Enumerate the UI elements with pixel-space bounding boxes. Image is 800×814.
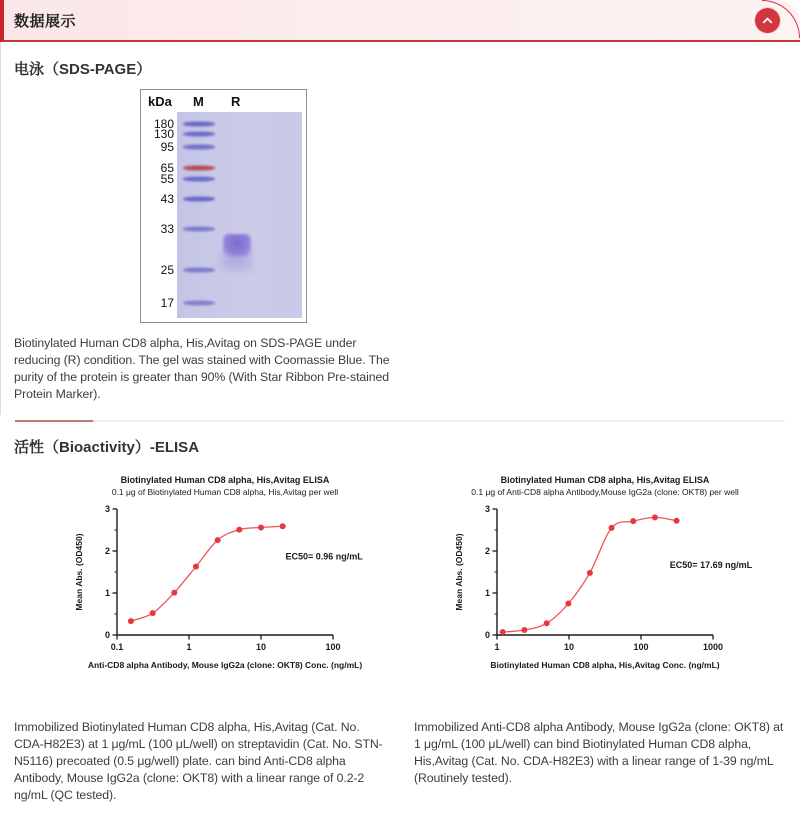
gel-kda-label: 25 [160, 262, 174, 277]
svg-text:0.1 μg of Biotinylated Human C: 0.1 μg of Biotinylated Human CD8 alpha, His,Avitag per well [111, 487, 339, 497]
gel-marker-band [183, 122, 215, 127]
gel-kda-label: 130 [153, 127, 174, 142]
gel-marker-band [183, 132, 215, 137]
svg-text:EC50= 0.96 ng/mL: EC50= 0.96 ng/mL [285, 551, 363, 562]
svg-text:10: 10 [563, 642, 575, 652]
svg-text:0: 0 [484, 630, 490, 640]
sds-page-section-title: 电泳（SDS-PAGE） [14, 61, 152, 78]
panel-title: 数据展示 [14, 12, 77, 30]
gel-kda-label: 33 [160, 221, 174, 236]
gel-marker-band [183, 177, 215, 182]
svg-text:2: 2 [484, 546, 490, 556]
svg-text:1: 1 [104, 588, 110, 598]
svg-text:1: 1 [186, 642, 192, 652]
gel-kda-label: 180 [153, 117, 174, 132]
gel-lane-r-label: R [231, 94, 241, 109]
gel-lane-m-label: M [193, 94, 204, 109]
svg-text:3: 3 [484, 504, 490, 514]
svg-text:0.1: 0.1 [110, 642, 124, 652]
elisa-charts-row [14, 469, 786, 709]
gel-body [143, 112, 304, 318]
gel-marker-band [183, 267, 215, 272]
gel-kda-label: 43 [160, 192, 174, 207]
svg-text:2: 2 [104, 546, 110, 556]
svg-text:Biotinylated Human CD8 alpha,: Biotinylated Human CD8 alpha, His,Avitag ELISA [120, 475, 330, 485]
elisa-chart-left [69, 469, 421, 709]
gel-lane-headers [143, 92, 304, 112]
elisa-captions-row [14, 719, 786, 804]
sds-page-section [0, 42, 800, 415]
elisa-left-caption: Immobilized Biotinylated Human CD8 alpha, His,Avitag (Cat. No. CDA-H82E3) at 1 μg/mL (100 μL/well) on streptavidin (Cat. No. STN-N5116) precoated (0.5 μg/well) plate. can bind Anti-CD8 alpha Antibody, Mouse IgG2a (clone: OKT8) with a linear range of 0.2-2 ng/mL (QC tested). [14, 720, 383, 802]
svg-text:100: 100 [633, 642, 649, 652]
gel-marker-band [183, 300, 215, 305]
gel-marker-band [183, 197, 215, 202]
gel-marker-band [183, 166, 215, 171]
sds-page-caption: Biotinylated Human CD8 alpha, His,Avitag on SDS-PAGE under reducing (R) condition. The gel was stained with Coomassie Blue. The purity of the protein is greater than 90% (With Star Ribbon Pre-stained Protein Marker). [14, 336, 390, 401]
collapse-button[interactable] [755, 8, 780, 33]
svg-text:10: 10 [255, 642, 267, 652]
gel-kda-label: 17 [160, 295, 174, 310]
data-display-header [0, 0, 800, 42]
svg-text:Mean Abs. (OD450): Mean Abs. (OD450) [454, 533, 464, 611]
sds-page-gel-figure [140, 89, 307, 323]
svg-text:1000: 1000 [702, 642, 724, 652]
svg-text:1: 1 [484, 588, 490, 598]
elisa-chart-right [449, 469, 800, 709]
chevron-up-icon [760, 13, 775, 28]
gel-kda-label: 65 [160, 161, 174, 176]
svg-text:1: 1 [494, 642, 500, 652]
gel-unit-label: kDa [148, 94, 172, 109]
svg-text:0: 0 [104, 630, 110, 640]
gel-lanes-area [177, 112, 302, 318]
elisa-right-caption: Immobilized Anti-CD8 alpha Antibody, Mouse IgG2a (clone: OKT8) at 1 μg/mL (100 μL/well) can bind Biotinylated Human CD8 alpha, His,Avitag (Cat. No. CDA-H82E3) with a linear range of 1-39 ng/mL (Routinely tested). [414, 720, 784, 785]
svg-text:Biotinylated Human CD8 alpha,: Biotinylated Human CD8 alpha, His,Avitag ELISA [500, 475, 710, 485]
bioactivity-section [0, 422, 800, 814]
gel-marker-band [183, 145, 215, 150]
svg-text:Mean Abs. (OD450): Mean Abs. (OD450) [74, 533, 84, 611]
svg-text:EC50= 17.69 ng/mL: EC50= 17.69 ng/mL [669, 560, 753, 571]
svg-text:3: 3 [104, 504, 110, 514]
gel-kda-label: 95 [160, 140, 174, 155]
gel-kda-labels [143, 112, 176, 318]
svg-text:100: 100 [325, 642, 341, 652]
svg-text:0.1 μg of Anti-CD8 alpha Antib: 0.1 μg of Anti-CD8 alpha Antibody,Mouse IgG2a (clone: OKT8) per well [471, 487, 739, 497]
section-divider [15, 420, 785, 422]
gel-marker-band [183, 226, 215, 231]
gel-kda-label: 55 [160, 172, 174, 187]
svg-text:Biotinylated Human CD8 alpha,: Biotinylated Human CD8 alpha, His,Avitag Conc. (ng/mL) [490, 660, 720, 670]
gel-sample-band [223, 234, 251, 257]
svg-text:Anti-CD8 alpha Antibody, Mouse: Anti-CD8 alpha Antibody, Mouse IgG2a (clone: OKT8) Conc. (ng/mL) [87, 660, 363, 670]
bioactivity-section-title: 活性（Bioactivity）-ELISA [14, 439, 200, 456]
